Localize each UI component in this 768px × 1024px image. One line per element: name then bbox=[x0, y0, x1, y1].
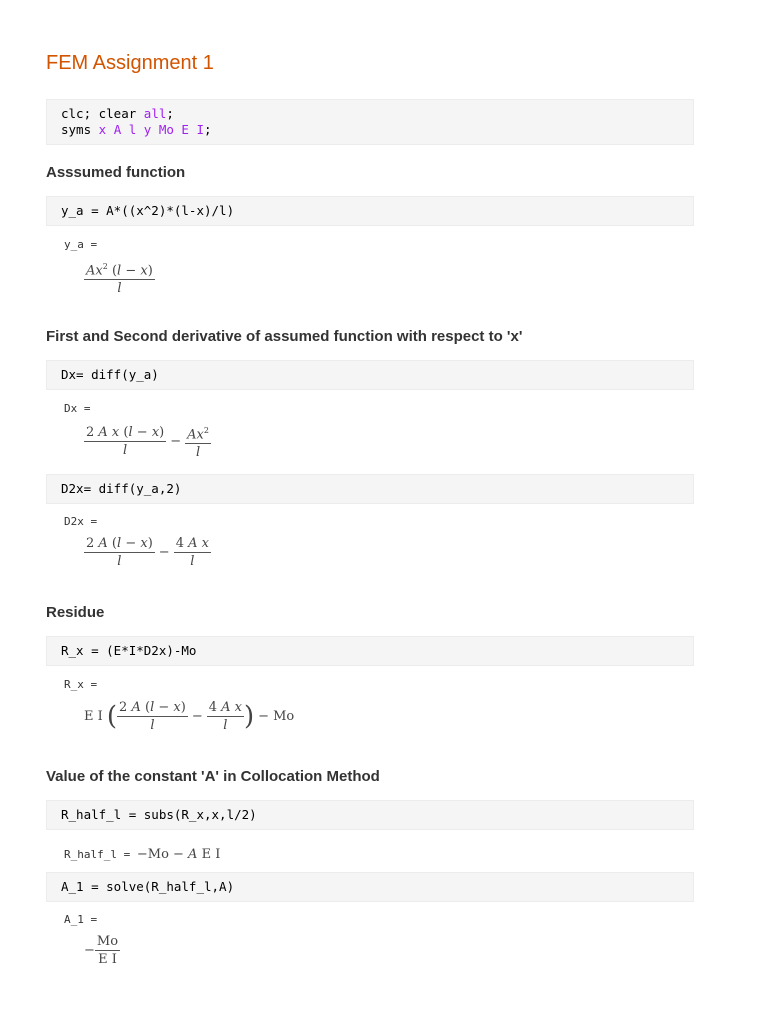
output-label-a1: A_1 = bbox=[64, 913, 98, 926]
code-block-a1[interactable] bbox=[46, 872, 694, 902]
code-line: syms x A l y Mo E I; bbox=[61, 122, 212, 137]
code-block-dx[interactable] bbox=[46, 360, 694, 390]
code-line: A_1 = solve(R_half_l,A) bbox=[61, 879, 235, 894]
page-title: FEM Assignment 1 bbox=[46, 52, 214, 74]
output-label-d2x: D2x = bbox=[64, 515, 98, 528]
code-line: R_x = (E*I*D2x)-Mo bbox=[61, 643, 197, 658]
section-heading-assumed: Asssumed function bbox=[46, 164, 186, 181]
code-line: clc; clear all; bbox=[61, 106, 174, 121]
code-block-ya[interactable] bbox=[46, 196, 694, 226]
output-label-rhalf: R_half_l = bbox=[64, 848, 137, 861]
output-label-rx: R_x = bbox=[64, 678, 98, 691]
math-output-rhalf: −Mo − A E I bbox=[136, 847, 221, 862]
math-output-dx: $\frac{\text{2 A x (l − x)}}{l}$ − $\frac{Ax^2}{l}$ bbox=[84, 423, 211, 460]
code-block-init[interactable] bbox=[46, 99, 694, 145]
math-output-rx: E I ( $\frac{2 A (l - x)}{l}$ − $\frac{\text{4 A x}}{l}$ ) − Mo bbox=[84, 700, 295, 733]
code-line: R_half_l = subs(R_x,x,l/2) bbox=[61, 807, 257, 822]
code-line: Dx= diff(y_a) bbox=[61, 367, 159, 382]
section-heading-residue: Residue bbox=[46, 604, 105, 621]
output-label-dx: Dx = bbox=[64, 402, 91, 415]
section-heading-derivatives: First and Second derivative of assumed function with respect to 'x' bbox=[46, 328, 523, 345]
output-rhalf bbox=[64, 845, 220, 863]
math-output-ya: $\frac{Ax^2 (l - x)}{l}$ bbox=[84, 259, 155, 296]
code-block-rhalf[interactable] bbox=[46, 800, 694, 830]
section-heading-collocation: Value of the constant 'A' in Collocation Method bbox=[46, 768, 380, 785]
output-label-ya: y_a = bbox=[64, 238, 98, 251]
code-line: y_a = A*((x^2)*(l-x)/l) bbox=[61, 203, 235, 218]
code-line: D2x= diff(y_a,2) bbox=[61, 481, 182, 496]
code-block-rx[interactable] bbox=[46, 636, 694, 666]
code-block-d2x[interactable] bbox=[46, 474, 694, 504]
math-output-d2x: $\frac{2 A (l - x)}{l}$ − $\frac{\text{4 A x}}{l}$ bbox=[86, 536, 209, 569]
math-output-a1: − $\frac{Mo}{\text{E I}}$ bbox=[84, 934, 119, 967]
